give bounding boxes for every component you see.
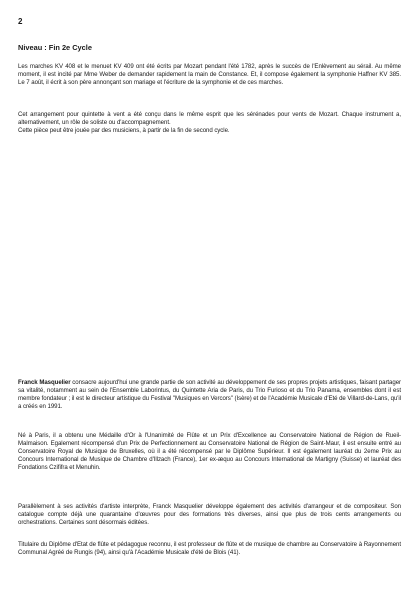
bio-paragraph-activities (18, 379, 401, 411)
bio-paragraph-arranger: Parallèlement à ses activités d'artiste interprète, Franck Masquelier développe également des activités d'arrangeur et de compositeur. Son catalogue compte déjà une quarantaine d'œuvres pour des formations très diverses, ainsi que plus de trois cents arrangements ou orchestrations. Certaines sont désormais éditées. (18, 503, 401, 527)
intro-paragraph-arrangement (18, 111, 401, 135)
page-number: 2 (18, 17, 23, 26)
playing-level-note: Cette pièce peut être jouée par des musiciens, à partir de la fin de second cycle. (18, 127, 230, 135)
intro-paragraph-history: Les marches KV 408 et le menuet KV 409 ont été écrits par Mozart pendant l'été 1782, après le succès de l'Enlèvement au sérail. Au même moment, il est incité par Mme Weber de demander rapidement la main de Constance. Et, il compose également la symphonie Haffner KV 385. Le 7 août, il écrit à son père annonçant son mariage et l'écriture de la symphonie et de ces marches. (18, 63, 401, 87)
arrangement-description: Cet arrangement pour quintette à vent a été conçu dans le même esprit que les sérénades pour vents de Mozart. Chaque instrument a, alternativement, un rôle de soliste ou d'accompagnement. (18, 111, 401, 127)
bio-activities-text: consacre aujourd'hui une grande partie de son activité au développement de ses propres projets artistiques, faisant partager sa vitalité, notamment au sein de l'Ensemble Laborintus, du Quintette Aria de Paris, du Trio Furioso et du Trio Panama, ensembles dont il est membre fondateur ; il est le directeur artistique du Festival "Musiques en Vercors" (Isère) et de l'Académie Musicale d'Eté de Villard-de-Lans, qu'il a créés en 1991. (18, 379, 401, 411)
bio-paragraph-education: Né à Paris, il a obtenu une Médaille d'Or à l'Unanimité de Flûte et un Prix d'Excellence au Conservatoire National de Région de Rueil-Malmaison. Egalement récompensé d'un Prix de Perfectionnement au Conservatoire National de Région de Saint-Maur, il est ensuite entré au Conservatoire Royal de Musique de Bruxelles, où il a été récompensé par le Diplôme Supérieur. Il est également lauréat du 2eme Prix au Concours International de Musique de Chambre d'Illzach (France), 1er ex-æquo au Concours International de Martigny (Suisse) et lauréat des Fondations Czififra et Menuhin. (18, 432, 401, 472)
composer-name: Franck Masquelier (18, 379, 71, 386)
bio-paragraph-teaching: Titulaire du Diplôme d'Etat de flûte et pédagogue reconnu, il est professeur de flûte et de musique de chambre au Conservatoire à Rayonnement Communal Agréé de Rungis (94), ainsi qu'à l'Académie Musicale d'été de Blois (41). (18, 541, 401, 557)
level-title: Niveau : Fin 2e Cycle (18, 43, 92, 52)
